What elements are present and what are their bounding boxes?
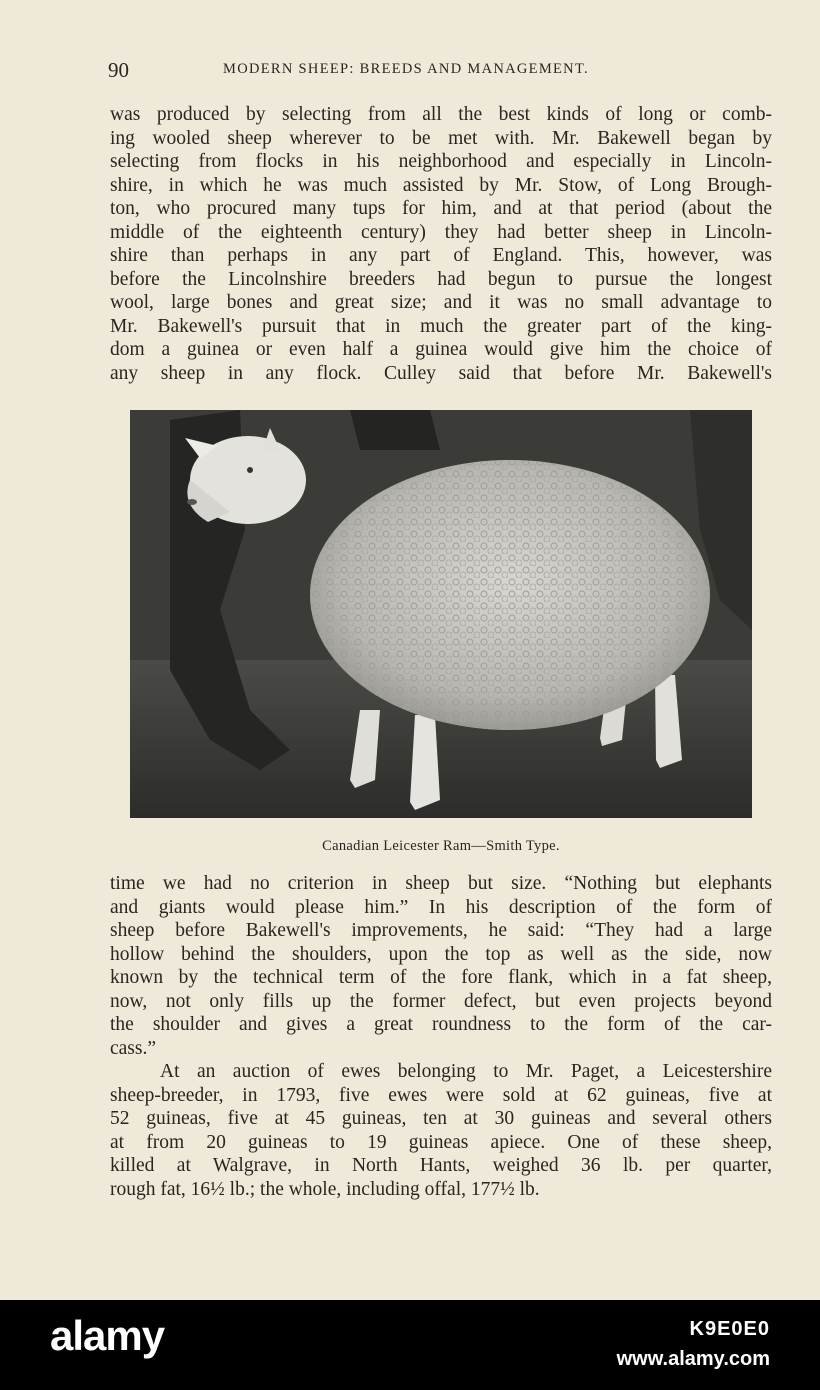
paragraph-b xyxy=(110,872,772,1201)
text-line: At an auction of ewes belonging to Mr. Paget, a Leicestershire xyxy=(160,1061,772,1082)
text-line: shire than perhaps in any part of England. This, however, was xyxy=(110,245,772,266)
paragraph-a xyxy=(110,103,772,385)
text-line: wool, large bones and great size; and it was no small advantage to xyxy=(110,292,772,313)
watermark-footer xyxy=(0,1300,820,1390)
figure-caption: Canadian Leicester Ram—Smith Type. xyxy=(322,838,560,854)
text-line: and giants would please him.” In his description of the form of xyxy=(110,896,772,918)
text-line: time we had no criterion in sheep but size. “Nothing but elephants xyxy=(110,873,772,894)
text-line: killed at Walgrave, in North Hants, weighed 36 lb. per quarter, xyxy=(110,1155,772,1176)
text-line: now, not only fills up the former defect, but even projects beyond xyxy=(110,990,772,1012)
sheep-photo-icon xyxy=(130,410,752,818)
page-number: 90 xyxy=(108,58,129,82)
text-line: rough fat, 16½ lb.; the whole, including offal, 177½ lb. xyxy=(110,1178,540,1200)
text-line: hollow behind the shoulders, upon the top as well as the side, now xyxy=(110,943,772,965)
text-line: was produced by selecting from all the best kinds of long or comb- xyxy=(110,104,772,125)
text-line: the shoulder and gives a great roundness to the form of the car- xyxy=(110,1014,772,1035)
brand-logo: alamy xyxy=(50,1312,165,1359)
text-line: shire, in which he was much assisted by Mr. Stow, of Long Brough- xyxy=(110,174,772,196)
text-line: any sheep in any flock. Culley said that before Mr. Bakewell's xyxy=(110,362,772,384)
text-line: before the Lincolnshire breeders had begun to pursue the longest xyxy=(110,268,772,290)
text-line: dom a guinea or even half a guinea would give him the choice of xyxy=(110,339,772,360)
footer-url: www.alamy.com xyxy=(616,1348,770,1370)
text-line: ing wooled sheep wherever to be met with. Mr. Bakewell began by xyxy=(110,127,772,149)
sheep-photograph xyxy=(130,410,752,818)
text-line: ton, who procured many tups for him, and at that period (about the xyxy=(110,198,772,219)
text-line: cass.” xyxy=(110,1037,157,1059)
page-header xyxy=(108,58,773,82)
running-head: MODERN SHEEP: BREEDS AND MANAGEMENT. xyxy=(223,61,589,77)
text-line: known by the technical term of the fore flank, which in a fat sheep, xyxy=(110,967,772,988)
text-line: sheep before Bakewell's improvements, he said: “They had a large xyxy=(110,920,772,941)
image-id: K9E0E0 xyxy=(689,1318,770,1340)
text-line: middle of the eighteenth century) they had better sheep in Lincoln- xyxy=(110,221,772,243)
text-line: at from 20 guineas to 19 guineas apiece. One of these sheep, xyxy=(110,1131,772,1153)
text-line: selecting from flocks in his neighborhood and especially in Lincoln- xyxy=(110,151,772,172)
text-line: 52 guineas, five at 45 guineas, ten at 30 guineas and several others xyxy=(110,1108,772,1129)
text-line: Mr. Bakewell's pursuit that in much the greater part of the king- xyxy=(110,315,772,337)
text-line: sheep-breeder, in 1793, five ewes were sold at 62 guineas, five at xyxy=(110,1084,772,1106)
